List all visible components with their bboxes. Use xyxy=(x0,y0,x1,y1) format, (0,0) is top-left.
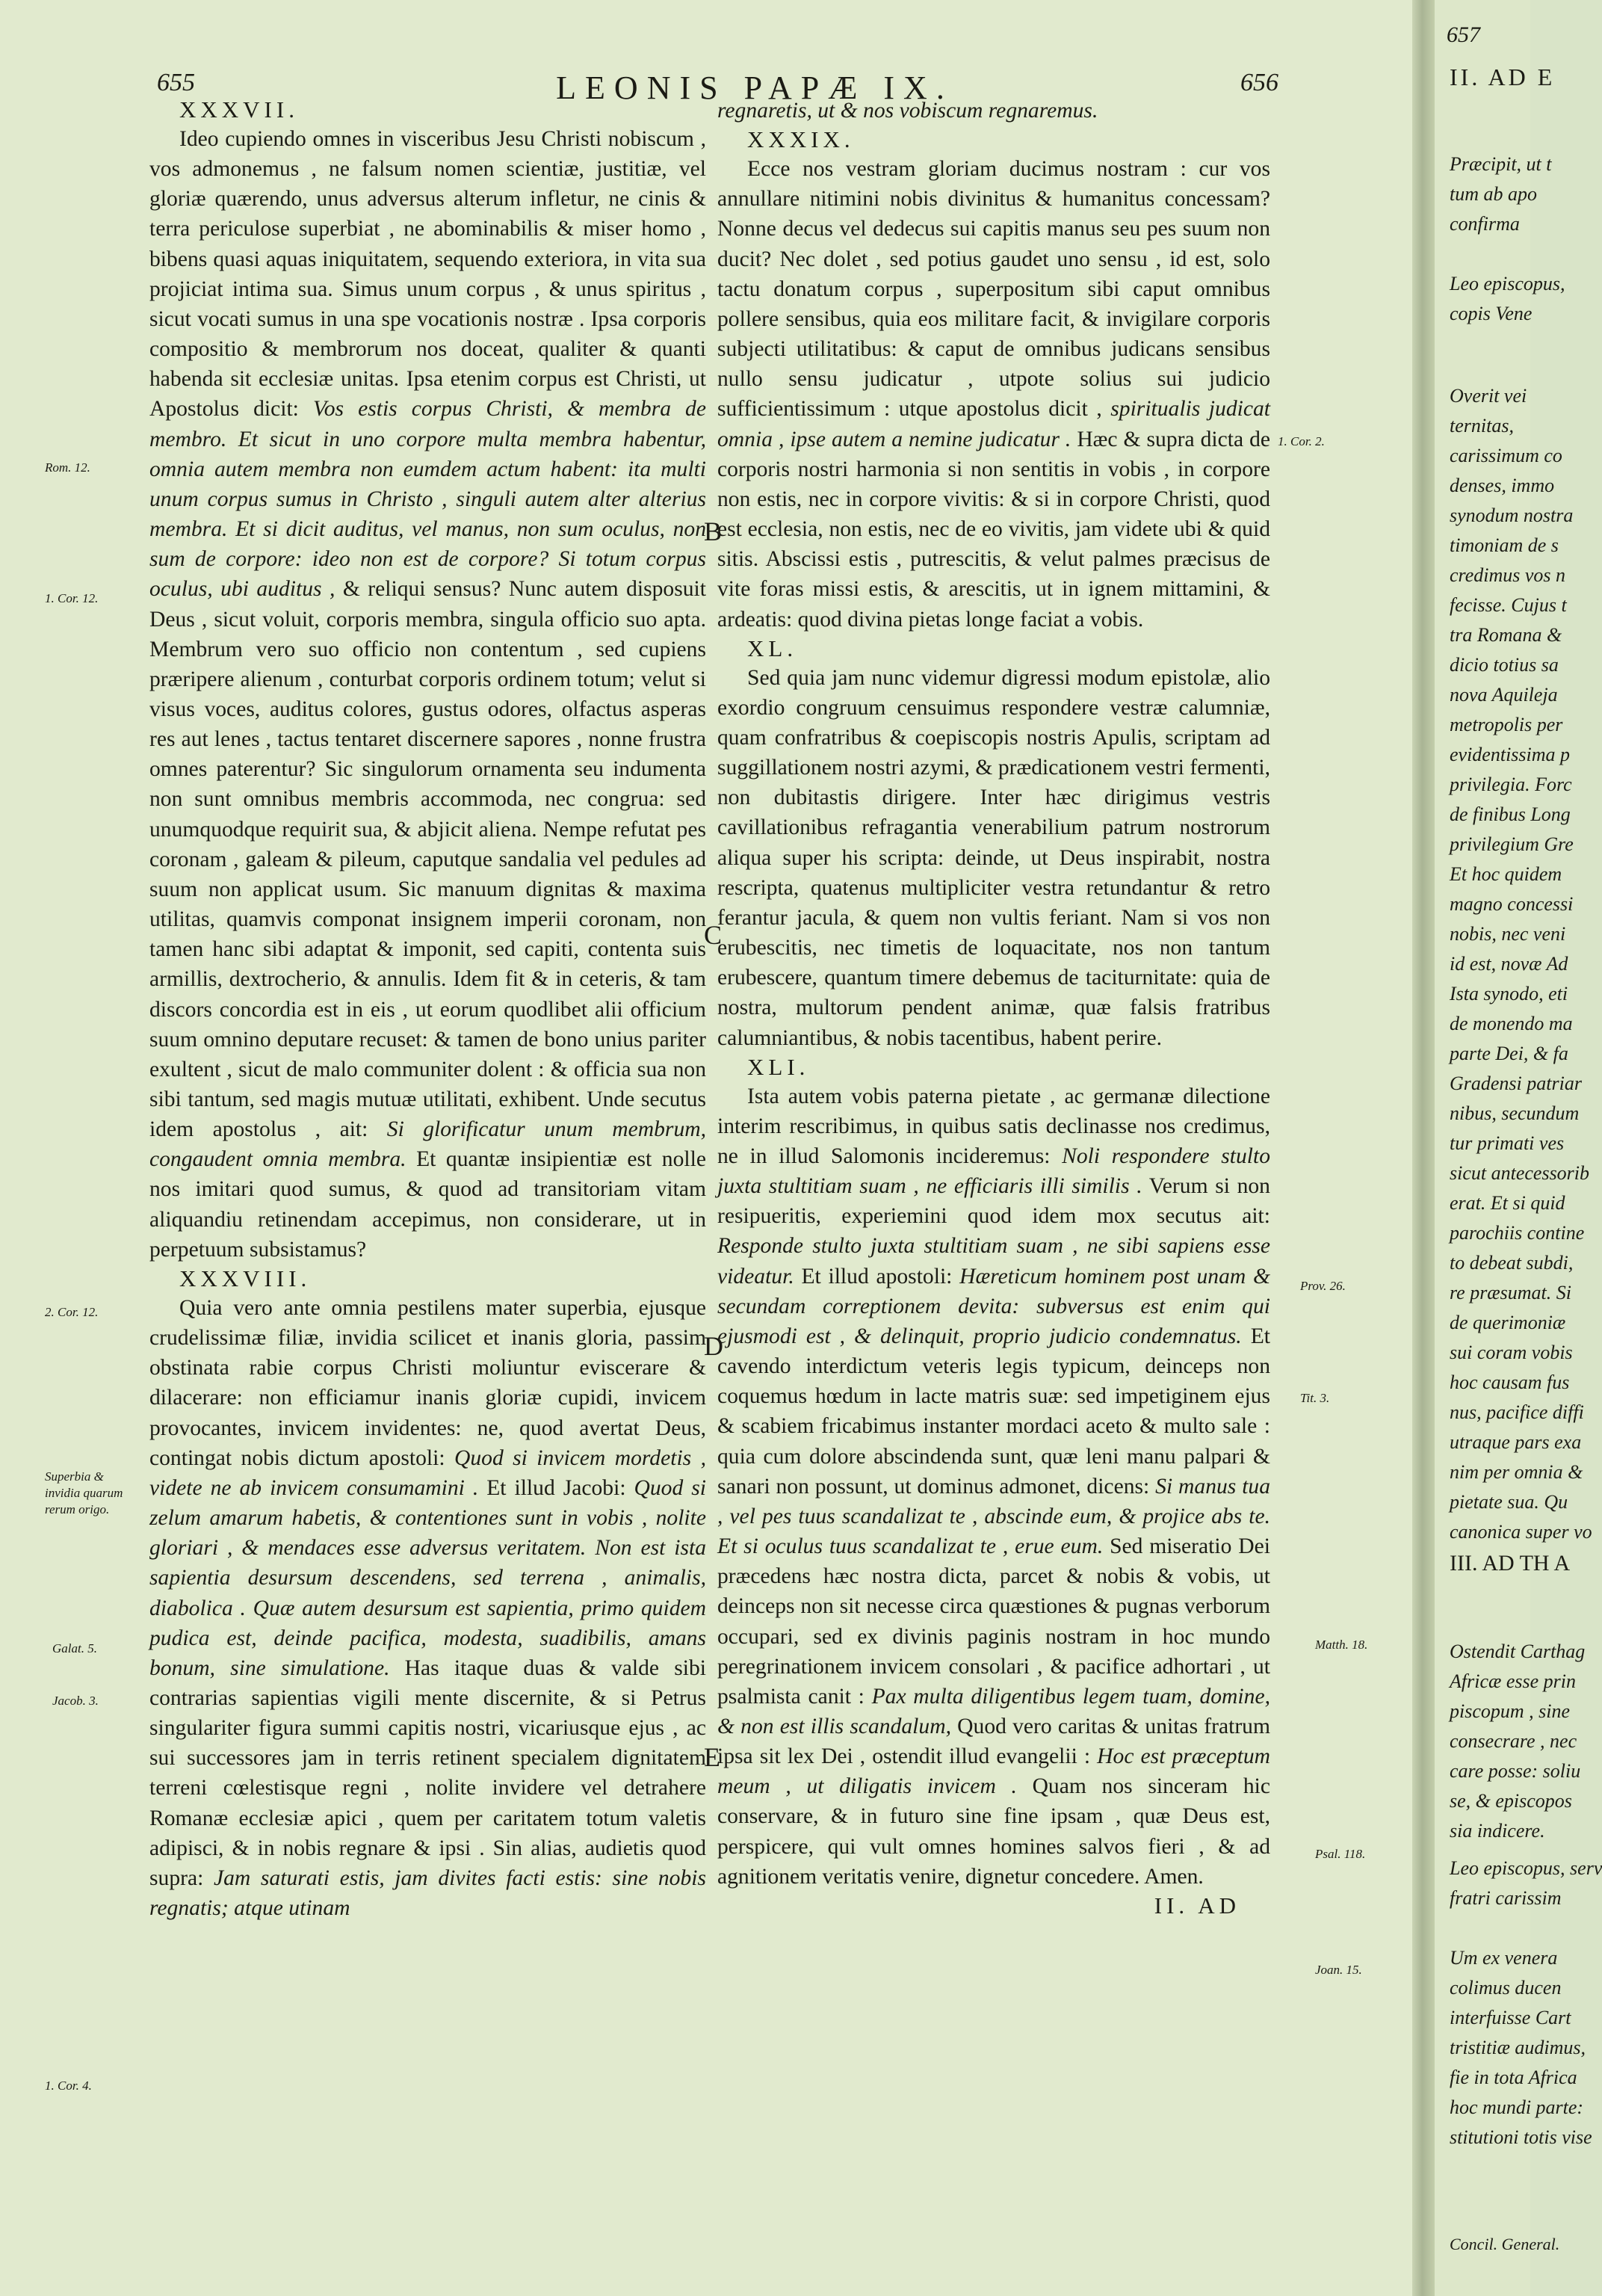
paragraph: Ecce nos vestram gloriam ducimus nostram : cur vos annullare nitimini nobis divinitus & humanitus concessam? Nonne decus vel dedecus sui capitis manus seu pes suum non ducit? Nec dolet , sed potius gaudet uno sensu , id est, solo tactu donatum corpus , superpositum sibi caput omnibus pollere sensibus, quia eos militare facit, & invigilare corporis subjecti utilitatibus: & caput de omnibus judicans sensibus nullo sensu judicatur , utpote solius sui judicio sufficientissimum : utque apostolus dicit , spiritualis judicat omnia , ipse autem a nemine judicatur . Hæc & supra dicta de corporis nostri harmonia si non sentitis in vobis , in corpore non estis, nec in corpore vivitis: & si in corpore Christi, quod est ecclesia, non estis, nec de eo vivitis, jam videte ubi & quid sitis. Abscissi estis , putrescitis, & velut palmes præcisus de vite foras missi estis, & arescitis, ut in ignem mittamini, & ardeatis: quod divina pietas longe faciat a vobis. xyxy=(717,157,1271,632)
next-page-line: tum ab apo xyxy=(1450,183,1537,205)
next-page-line: Ista synodo, eti xyxy=(1450,983,1568,1004)
next-heading: II. AD xyxy=(1154,1892,1240,1919)
next-page-line: evidentissima p xyxy=(1450,744,1571,765)
margin-note: Superbia & invidia quarum rerum origo. xyxy=(45,1469,123,1516)
next-page-line: nobis, nec veni xyxy=(1450,923,1566,945)
next-page-line: carissimum co xyxy=(1450,445,1562,466)
next-page-line: re præsumat. Si xyxy=(1450,1282,1571,1303)
next-page-line: de querimoniæ xyxy=(1450,1312,1566,1333)
next-page-line: privilegia. Forc xyxy=(1450,774,1572,795)
next-page-line: care posse: soliu xyxy=(1450,1760,1581,1782)
paragraph: Ista autem vobis paterna pietate , ac germanæ dilectione interim rescribimus, in quibus satis declinasse nos credimus, ne in illud Salomonis incideremus: Noli respondere stulto juxta stultitiam suam , ne efficiaris illi similis . Verum si non resipueritis, experiemini quod idem mox secutus ait: Responde stulto juxta stultitiam suam , ne sibi sapiens esse videatur. Et illud apostoli: Hæreticum hominem post unam & secundam correptionem devita: subversus est enim qui ejusmodi est , & delinquit, proprio judicio condemnatus. Et cavendo interdictum veteris legis typicum, deinceps non coquemus hœdum in lacte matris suæ: sed impetiginem ejus & scabiem fricabimus instanter mordaci aceto & multo sale : quia cum dolore abscindenda sunt, quæ leni manu palpari & sanari non possunt, ut dominus admonet, dicens: Si manus tua , vel pes tuus scandalizat te , abscinde eum, & projice abs te. Et si oculus tuus scandalizat te , erue eum. Sed miseratio Dei præcedens hæc nostra dicta, parcet & nobis & vobis, ut deinceps non sit necesse circa quæstiones & pugnas verborum occupari, sed ex divinis paginis nostram in hoc mundo peregrinationem invicem consolari , & pacifice adhortari , ut psalmista canit : Pax multa diligentibus legem tuam, domine, & non est illis scandalum, Quod vero caritas & unitas fratrum ipsa sit lex Dei , ostendit illud evangelii : Hoc est præceptum meum , ut diligatis invicem . Quam nos sinceram hic conservare, & in futuro sine fine ipsam , quæ Deus est, perspicere, qui vult omnes homines salvos fieri , & ad agnitionem veritatis venire, dignetur concedere. Amen. xyxy=(717,1084,1271,1889)
margin-note: Galat. 5. xyxy=(52,1641,97,1655)
next-page-line: se, & episcopos xyxy=(1450,1790,1572,1812)
next-page-line: to debeat subdi, xyxy=(1450,1252,1574,1274)
next-page-line: fie in tota Africa xyxy=(1450,2067,1577,2088)
next-page-line: parte Dei, & fa xyxy=(1450,1043,1568,1064)
next-page-line: Gradensi patriar xyxy=(1450,1073,1582,1094)
next-page-line: denses, immo xyxy=(1450,475,1555,496)
margin-note: 2. Cor. 12. xyxy=(45,1305,99,1319)
next-page-line: Ostendit Carthag xyxy=(1450,1641,1586,1662)
next-page-line: ternitas, xyxy=(1450,415,1514,436)
next-page-line: hoc causam fus xyxy=(1450,1371,1570,1393)
margin-note: Rom. 12. xyxy=(45,460,90,475)
next-page-line: hoc mundi parte: xyxy=(1450,2096,1584,2118)
next-page-line: nova Aquileja xyxy=(1450,684,1558,706)
next-page-line: Africæ esse prin xyxy=(1450,1670,1576,1692)
chapter-heading: XXXVII. xyxy=(179,96,299,123)
page-number-left: 655 xyxy=(157,69,195,96)
next-page-line: confirma xyxy=(1450,213,1520,235)
paragraph: Sed quia jam nunc videmur digressi modum epistolæ, alio exordio congruum censuimus respondere vestræ calumniæ, quam confratribus & coepiscopis nostris Apulis, scriptam ad suggillationem nostri azymi, & prædicationem vestri fermenti, non dubitastis dirigere. Inter hæc dirigimus vestris cavillationibus refragantia venerabilium patrum nostrorum aliqua super his scripta: deinde, ut Deus inspirabit, nostra rescripta, quatenus multipliciter vestra retundantur & retro ferantur jacula, & quem non vultis feriant. Nam si vos non erubescitis, nec timetis de loquacitate, nos non tantum erubescere, quantum timere debemus de taciturnitate: quia de nostra, multorum pendent animæ, quæ falsis fratribus calumniantibus, & nobis tacentibus, habent perire. xyxy=(717,665,1270,1050)
chapter-heading: XXXIX. xyxy=(747,126,855,153)
section-letter: D xyxy=(704,1331,723,1361)
margin-note: Psal. 118. xyxy=(1315,1847,1366,1861)
next-page-line: Overit vei xyxy=(1450,385,1527,407)
page-number-next: 657 xyxy=(1447,22,1480,47)
margin-note: 1. Cor. 12. xyxy=(45,591,99,605)
next-page-line: colimus ducen xyxy=(1450,1977,1562,1999)
margin-note: Jacob. 3. xyxy=(52,1694,99,1708)
paragraph: regnaretis, ut & nos vobiscum regnaremus. xyxy=(717,99,1098,123)
next-page-heading-2: III. AD TH A xyxy=(1450,1551,1571,1576)
next-page-line: parochiis contine xyxy=(1450,1222,1585,1244)
next-page-line: utraque pars exa xyxy=(1450,1431,1582,1453)
section-letter: B xyxy=(704,516,723,546)
next-page-line: id est, novæ Ad xyxy=(1450,953,1568,975)
chapter-heading: XLI. xyxy=(747,1053,810,1080)
next-page-summary-2 xyxy=(1450,1637,1585,1846)
next-page-line: nibus, secundum xyxy=(1450,1102,1580,1124)
section-letter: C xyxy=(704,920,723,950)
right-column xyxy=(717,96,1270,1920)
next-page xyxy=(1435,0,1602,2296)
next-page-line: interfuisse Cart xyxy=(1450,2007,1571,2028)
next-page-footnote: Concil. General. xyxy=(1450,2235,1560,2253)
next-page-line: fratri carissim xyxy=(1450,1887,1562,1909)
next-page-line: nim per omnia & xyxy=(1450,1461,1583,1483)
margin-note: 1. Cor. 2. xyxy=(1278,434,1325,448)
next-page-line: tur primati ves xyxy=(1450,1132,1565,1154)
next-page-line: sia indicere. xyxy=(1450,1820,1545,1842)
next-page-text-2 xyxy=(1450,1943,1592,2152)
next-page-line: Et hoc quidem xyxy=(1450,863,1562,885)
paragraph: Quia vero ante omnia pestilens mater superbia, ejusque crudelissimæ filiæ, invidia scilicet et inanis gloria, passim obstinata rabie corpus Christi moliuntur eviscerare & dilacerare: non efficiamur inanis gloriæ cupidi, invicem provocantes, invicem invidentes: ne, quod avertat Deus, contingat nobis dictum apostoli: Quod si invicem mordetis , videte ne ab invicem consumamini . Et illud Jacobi: Quod si zelum amarum habetis, & contentiones sunt in vobis , nolite gloriari , & mendaces esse adversus veritatem. Non est ista sapientia desursum descendens, sed terrena , animalis, diabolica . Quæ autem desursum est sapientia, primo quidem pudica est, deinde pacifica, modesta, suadibilis, amans bonum, sine simulatione. Has itaque duas & valde sibi contrarias sapientias vigili mente discernite, & si Petrus singulariter figura summi capitis nostri, vicariusque ejus , ac sui successores jam in terris retinent specialem dignitatem terreni cœlestisque regni , nolite invidere vel detrahere Romanæ ecclesiæ apici , quem per caritatem totum valetis adipisci, & in nobis regnare & ipsi . Sin alias, audietis quod supra: Jam saturati estis, jam divites facti estis: sine nobis regnatis; atque utinam xyxy=(149,1295,706,1921)
section-letter: E xyxy=(704,1742,720,1772)
next-page-line: synodum nostra xyxy=(1450,504,1574,526)
next-page-line: magno concessi xyxy=(1450,893,1574,915)
next-page-line: Um ex venera xyxy=(1450,1947,1558,1969)
next-page-line: erat. Et si quid xyxy=(1450,1192,1565,1214)
next-page-salutation xyxy=(1450,269,1565,329)
next-page-salutation-2 xyxy=(1450,1854,1602,1913)
next-page-line: Præcipit, ut t xyxy=(1450,153,1552,175)
margin-note: Tit. 3. xyxy=(1300,1391,1330,1405)
chapter-heading: XXXVIII. xyxy=(179,1265,312,1292)
next-page-line: de monendo ma xyxy=(1450,1013,1573,1034)
left-column xyxy=(149,96,706,1923)
next-page-line: copis Vene xyxy=(1450,303,1533,324)
next-page-line: fecisse. Cujus t xyxy=(1450,594,1567,616)
margin-note: 1. Cor. 4. xyxy=(45,2079,92,2093)
next-page-line: tra Romana & xyxy=(1450,624,1562,646)
next-page-line: de finibus Long xyxy=(1450,803,1571,825)
chapter-heading: XL. xyxy=(747,635,798,661)
next-page-line: sicut antecessorib xyxy=(1450,1162,1590,1184)
margin-note: Joan. 15. xyxy=(1315,1963,1362,1977)
next-page-line: Leo episcopus, serv xyxy=(1450,1857,1602,1879)
next-page-line: canonica super vo xyxy=(1450,1521,1592,1543)
next-page-line: tristitiæ audimus, xyxy=(1450,2037,1586,2058)
page-number-right: 656 xyxy=(1240,69,1278,96)
paragraph: Ideo cupiendo omnes in visceribus Jesu Christi nobiscum , vos admonemus , ne falsum nomen scientiæ, justitiæ, vel gloriæ quærendo, unus adversus alterum infletur, ne cinis & terra periculose superbiat , ne abominabilis & miser homo , bibens quasi aquas iniquitatem, sequendo exteriora, in vita sua projiciat intima sua. Simus unum corpus , & unus spiritus , sicut vocati sumus in una spe vocationis nostræ . Ipsa corporis compositio & membrorum nos doceat, qualiter & quanti habenda sit ecclesiæ unitas. Ipsa etenim corpus est Christi, ut Apostolus dicit: Vos estis corpus Christi, & membra de membro. Et sicut in uno corpore multa membra habentur, omnia autem membra non eumdem actum habent: ita multi unum corpus sumus in Christo , singuli autem alter alterius membra. Et si dicit auditus, vel manus, non sum oculus, non sum de corpore: ideo non est de corpore? Si totum corpus oculus, ubi auditus , & reliqui sensus? Nunc autem disposuit Deus , sicut voluit, corporis membra, singula officio suo apta. Membrum vero suo officio non contentum , sed cupiens præripere alienum , conturbat corporis ordinem totum; velut si visus voces, auditus colores, gustus odores, olfactus asperas res aut lenes , tactus tentaret discernere sapores , nonne frustra omnes paterentur? Sic singulorum ornamenta seu indumenta non sunt omnibus membris accommoda, nec congrua: sed unumquodque requirit sua, & abjicit aliena. Nempe refutat pes coronam , galeam & pileum, caputque sandalia vel pedules ad suum non applicat usum. Sic manuum dignitas & maxima utilitas, quamvis componat insignem imperii coronam, non tamen hanc sibi adaptat & imponit, sed capiti, contenta suis armillis, dextrocherio, & annulis. Idem fit & in ceteris, & tam discors concordia est in eis , ut eorum quodlibet alii officium suum omnino deputare recuset: & tamen de bono unius pariter exultent , sicut de malo communiter dolent : & officia sua non sibi tantum, sed magis mutuæ utilitati, exhibent. Unde secutus idem apostolus , ait: Si glorificatur unum membrum, congaudent omnia membra. Et quantæ insipientiæ est nolle nos imitari quod sumus, & quod ad transitoriam vitam aliquandiu retinendam accepimus, non considerare, ut in perpetuum subsistamus? xyxy=(149,127,707,1262)
next-page-text xyxy=(1450,381,1592,1547)
running-head: LEONIS PAPÆ IX. xyxy=(556,70,953,106)
next-page-line: stitutioni totis vise xyxy=(1450,2126,1592,2148)
next-page-line: nus, pacifice diffi xyxy=(1450,1401,1584,1423)
next-page-summary xyxy=(1450,149,1552,239)
next-page-line: timoniam de s xyxy=(1450,534,1559,556)
next-page-line: dicio totius sa xyxy=(1450,654,1559,676)
next-page-line: consecrare , nec xyxy=(1450,1730,1577,1752)
margin-note: Matth. 18. xyxy=(1315,1638,1368,1652)
next-page-heading: II. AD E xyxy=(1450,64,1556,90)
next-page-line: privilegium Gre xyxy=(1450,833,1574,855)
margin-note: Prov. 26. xyxy=(1300,1279,1346,1293)
next-page-line: piscopum , sine xyxy=(1450,1700,1571,1722)
next-page-line: sui coram vobis xyxy=(1450,1342,1573,1363)
book-gutter xyxy=(1412,0,1435,2296)
next-page-line: credimus vos n xyxy=(1450,564,1566,586)
next-page-line: Leo episcopus, xyxy=(1450,273,1565,294)
next-page-line: metropolis per xyxy=(1450,714,1563,735)
next-page-line: pietate sua. Qu xyxy=(1450,1491,1568,1513)
